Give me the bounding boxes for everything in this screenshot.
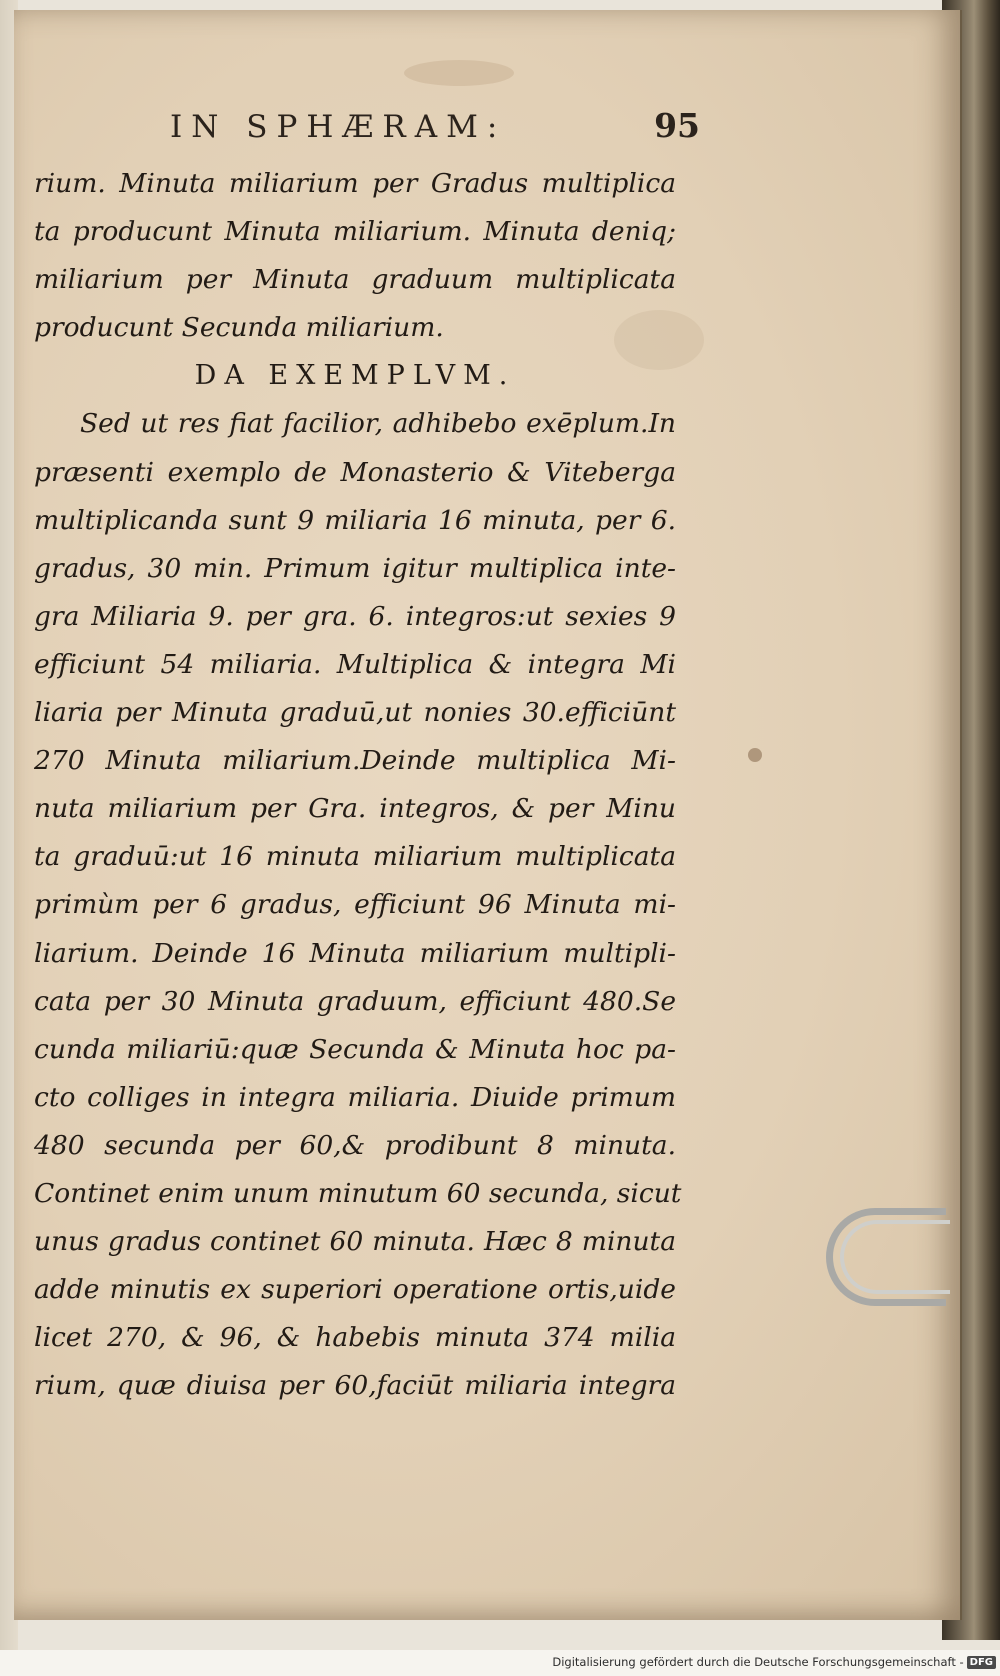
text-line: producunt Secunda miliarium. — [34, 312, 444, 344]
text-line: Continet enim unum minutum 60 secunda, sicut — [34, 1177, 682, 1209]
running-head: IN SPHÆRAM: — [170, 109, 507, 145]
dfg-logo: DFG — [967, 1656, 996, 1669]
body-text — [34, 160, 682, 1410]
paper-stain — [748, 748, 762, 762]
digitization-credit — [552, 1655, 996, 1669]
text-line: cto colliges in integra miliaria. Diuide primum — [34, 1081, 676, 1113]
text-line: nuta miliarium per Gra. integros, & per Minu — [34, 793, 676, 825]
text-line: licet 270, & 96, & habebis minuta 374 milia — [34, 1322, 676, 1354]
text-line: cunda miliariū:quæ Secunda & Minuta hoc pa- — [34, 1033, 676, 1065]
text-line: ta producunt Minuta miliarium. Minuta deniq; — [34, 216, 676, 248]
text-line: gra Miliaria 9. per gra. 6. integros:ut sexies 9 — [34, 600, 676, 632]
text-line: cata per 30 Minuta graduum, efficiunt 480.Se — [34, 985, 676, 1017]
text-line: miliarium per Minuta graduum multiplicata — [34, 264, 676, 296]
text-line: ta graduū:ut 16 minuta miliarium multiplicata — [34, 841, 676, 873]
paper-clip-inner — [840, 1220, 950, 1294]
text-line: Sed ut res fiat facilior, adhibebo exēplum.In — [80, 408, 676, 440]
text-line: adde minutis ex superiori operatione ortis,uide — [34, 1274, 676, 1306]
footer-bar — [0, 1650, 1000, 1676]
paper-stain — [404, 60, 514, 86]
text-line: liarium. Deinde 16 Minuta miliarium multipli- — [34, 937, 676, 969]
page-number: 95 — [654, 106, 700, 145]
text-line: 270 Minuta miliarium.Deinde multiplica Mi- — [34, 745, 676, 777]
text-line: liaria per Minuta graduū,ut nonies 30.efficiūnt — [34, 697, 676, 729]
section-heading: DA EXEMPLVM. — [194, 360, 516, 392]
credit-text: Digitalisierung gefördert durch die Deutsche Forschungsgemeinschaft - — [552, 1655, 964, 1669]
text-line: rium. Minuta miliarium per Gradus multiplica — [34, 168, 676, 199]
text-line: gradus, 30 min. Primum igitur multiplica inte- — [34, 552, 676, 584]
text-line: efficiunt 54 miliaria. Multiplica & integra Mi — [34, 648, 676, 680]
text-line: 480 secunda per 60,& prodibunt 8 minuta. — [34, 1129, 676, 1161]
page-header — [170, 106, 700, 152]
text-line: multiplicanda sunt 9 miliaria 16 minuta, per 6. — [34, 504, 676, 536]
text-line: rium, quæ diuisa per 60,faciūt miliaria integra — [34, 1370, 676, 1402]
text-line: primùm per 6 gradus, efficiunt 96 Minuta mi- — [34, 889, 676, 921]
text-line: unus gradus continet 60 minuta. Hæc 8 minuta — [34, 1226, 676, 1258]
text-line: præsenti exemplo de Monasterio & Viteberga — [34, 456, 676, 488]
